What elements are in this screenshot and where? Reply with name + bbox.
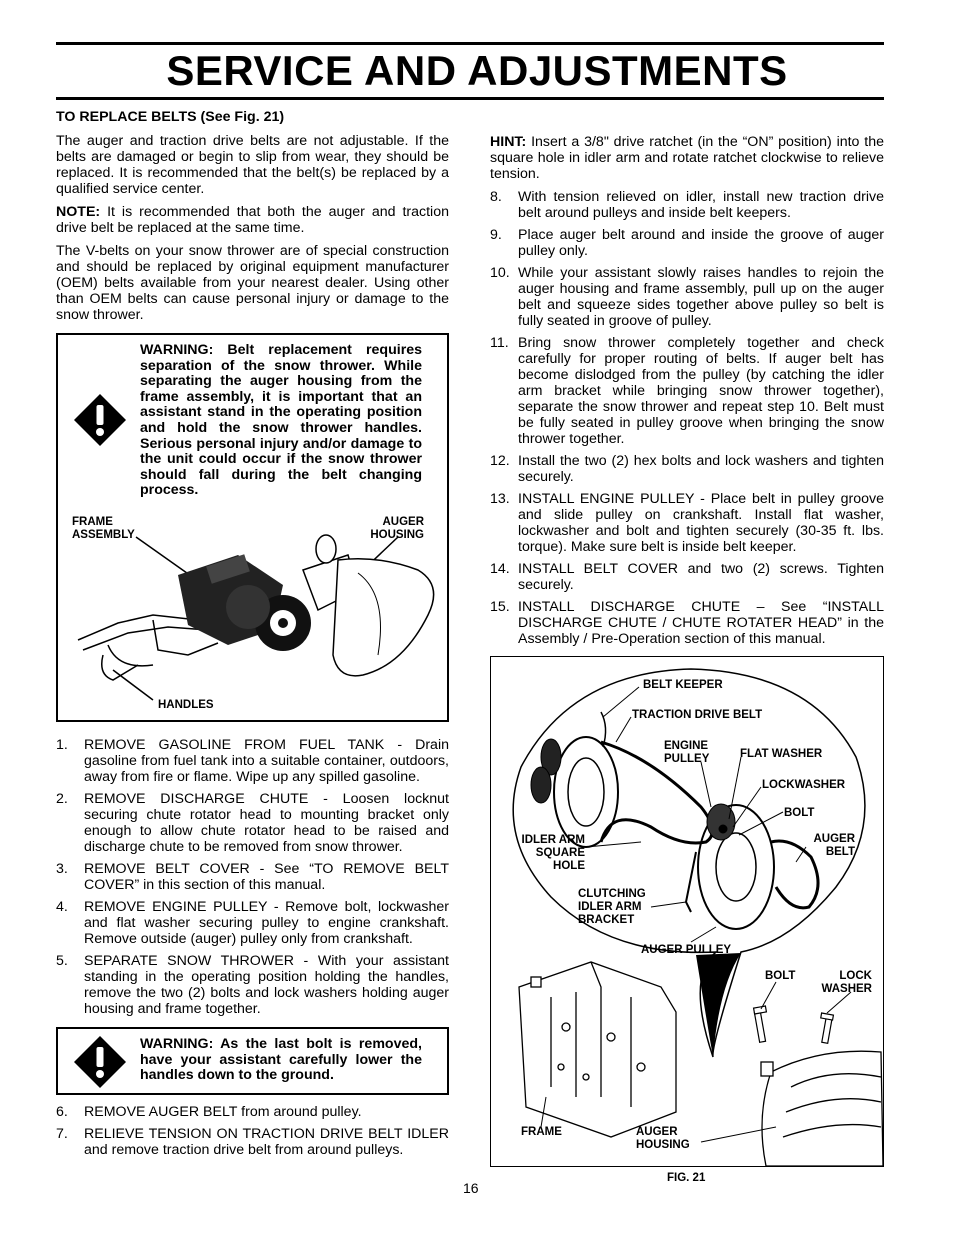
section-heading: TO REPLACE BELTS (See Fig. 21) xyxy=(56,109,285,125)
label-auger-pulley: AUGER PULLEY xyxy=(641,944,732,956)
label-bolt-lower: BOLT xyxy=(765,970,796,982)
page-title: SERVICE AND ADJUSTMENTS xyxy=(166,47,788,94)
label-handles: HANDLES xyxy=(158,699,214,711)
hint-label: HINT: xyxy=(490,134,527,150)
list-item: 15. INSTALL DISCHARGE CHUTE – See “INSTALL DISCHARGE CHUTE / CHUTE ROTATER HEAD” in the Assembly / Pre-Operation section of this manual. xyxy=(490,599,884,647)
list-item: 5. SEPARATE SNOW THROWER - With your assistant standing in the operating position holding the handles, remove the two (2) bolts and lock washers holding auger housing and frame together. xyxy=(56,953,449,1017)
label-auger-housing: AUGER HOUSING xyxy=(370,516,424,541)
warning-text-belt-replacement: WARNING: Belt replacement requires separation of the snow thrower. While separating the auger housing from the frame assembly, it is important that an assistant stand in the operating position and hold the snow thrower handles. Serious personal injury and/or damage to the unit could occur if the snow thrower should fall during the belt changing process. xyxy=(140,342,422,499)
warning-icon xyxy=(72,1034,128,1090)
label-traction-drive-belt: TRACTION DRIVE BELT xyxy=(632,709,763,721)
top-rule xyxy=(56,42,884,45)
label-auger-housing-lower: AUGER HOUSING xyxy=(636,1126,690,1151)
note-paragraph xyxy=(56,204,449,236)
label-belt-keeper: BELT KEEPER xyxy=(643,679,723,691)
right-column xyxy=(490,134,884,653)
title-underline xyxy=(56,97,884,100)
list-item: 1. REMOVE GASOLINE FROM FUEL TANK - Drain gasoline from fuel tank into a suitable container, outdoors, away from fire or flame. Wipe up any spilled gasoline. xyxy=(56,737,449,785)
warning-icon xyxy=(72,392,128,448)
note-label: NOTE: xyxy=(56,204,101,220)
hint-text: Insert a 3/8" drive ratchet (in the “ON” position) into the square hole in idler arm and rotate ratchet clockwise to relieve tension. xyxy=(490,134,884,182)
steps-list-1 xyxy=(56,737,449,1017)
steps-list-2 xyxy=(56,1104,449,1158)
label-clutching-idler-arm-bracket: CLUTCHING IDLER ARM BRACKET xyxy=(578,888,646,926)
oem-paragraph: The V-belts on your snow thrower are of special construction and should be replaced by original equipment manufacturer (OEM) belts available from your nearest dealer. Using other than OEM belts can cause personal injury or damage to the snow thrower. xyxy=(56,243,449,323)
note-text: It is recommended that both the auger and traction drive belt be replaced at the same time. xyxy=(56,204,449,236)
list-item: 11. Bring snow thrower completely together and check carefully for proper routing of belts. If auger belt has become dislodged from the pulley (by catching the idler arm bracket while bringing snow thrower together), separate the snow thrower and repeat step 10. Belt must be fully seated in pulley groove when bringing the snow thrower together. xyxy=(490,335,884,447)
warning-box-belt-replacement xyxy=(56,333,449,722)
list-item: 6. REMOVE AUGER BELT from around pulley. xyxy=(56,1104,362,1120)
page-number: 16 xyxy=(463,1180,479,1196)
list-item: 4. REMOVE ENGINE PULLEY - Remove bolt, lockwasher and flat washer securing pulley to engine crankshaft. Remove outside (auger) pulley only from crankshaft. xyxy=(56,899,449,947)
label-engine-pulley: ENGINE PULLEY xyxy=(664,740,710,765)
list-item: 12. Install the two (2) hex bolts and lock washers and tighten securely. xyxy=(490,453,884,485)
figure-caption: FIG. 21 xyxy=(667,1172,706,1184)
list-item: 10. While your assistant slowly raises handles to rejoin the auger housing and frame assembly, pull up on the auger belt and squeeze sides together above pulley so belt is fully seated in groove of pulley. xyxy=(490,265,884,329)
list-item: 3. REMOVE BELT COVER - See “TO REMOVE BELT COVER” in this section of this manual. xyxy=(56,861,449,893)
left-column xyxy=(56,109,449,1164)
list-item: 13. INSTALL ENGINE PULLEY - Place belt in pulley groove and slide pulley on crankshaft. Install flat washer, lockwasher and bolt and tighten securely (30-35 ft. lbs. torque). Make sure belt is inside belt keeper. xyxy=(490,491,884,555)
list-item: 7. RELIEVE TENSION ON TRACTION DRIVE BELT IDLER and remove traction drive belt from around pulleys. xyxy=(56,1126,449,1158)
label-lockwasher: LOCKWASHER xyxy=(762,779,846,791)
label-lock-washer: LOCK WASHER xyxy=(821,970,872,995)
steps-list-3 xyxy=(490,189,884,647)
figure-21 xyxy=(490,656,884,1167)
hint-paragraph xyxy=(490,134,884,182)
warning-box-last-bolt xyxy=(56,1027,449,1095)
list-item: 2. REMOVE DISCHARGE CHUTE - Loosen locknut securing chute rotator head to mounting bracket only enough to allow chute rotator head to be raised and discharge chute to be removed from snow thrower. xyxy=(56,791,449,855)
snow-thrower-illustration xyxy=(58,515,448,715)
label-idler-arm-square-hole: IDLER ARM SQUARE HOLE xyxy=(521,834,585,872)
list-item: 8. With tension relieved on idler, install new traction drive belt around pulleys and inside belt keepers. xyxy=(490,189,884,221)
label-bolt: BOLT xyxy=(784,807,815,819)
list-item: 14. INSTALL BELT COVER and two (2) screws. Tighten securely. xyxy=(490,561,884,593)
label-frame-assembly: FRAME ASSEMBLY xyxy=(72,516,135,541)
intro-paragraph: The auger and traction drive belts are not adjustable. If the belts are damaged or begin to slip from wear, they should be replaced. It is recommended that the belt(s) be replaced by a qualified service center. xyxy=(56,133,449,197)
label-flat-washer: FLAT WASHER xyxy=(740,748,823,760)
warning-text-last-bolt: WARNING: As the last bolt is removed, have your assistant carefully lower the handles down to the ground. xyxy=(140,1036,422,1084)
belt-routing-illustration xyxy=(491,657,883,1166)
label-frame: FRAME xyxy=(521,1126,562,1138)
label-auger-belt: AUGER BELT xyxy=(813,833,855,858)
list-item: 9. Place auger belt around and inside the groove of auger pulley only. xyxy=(490,227,884,259)
